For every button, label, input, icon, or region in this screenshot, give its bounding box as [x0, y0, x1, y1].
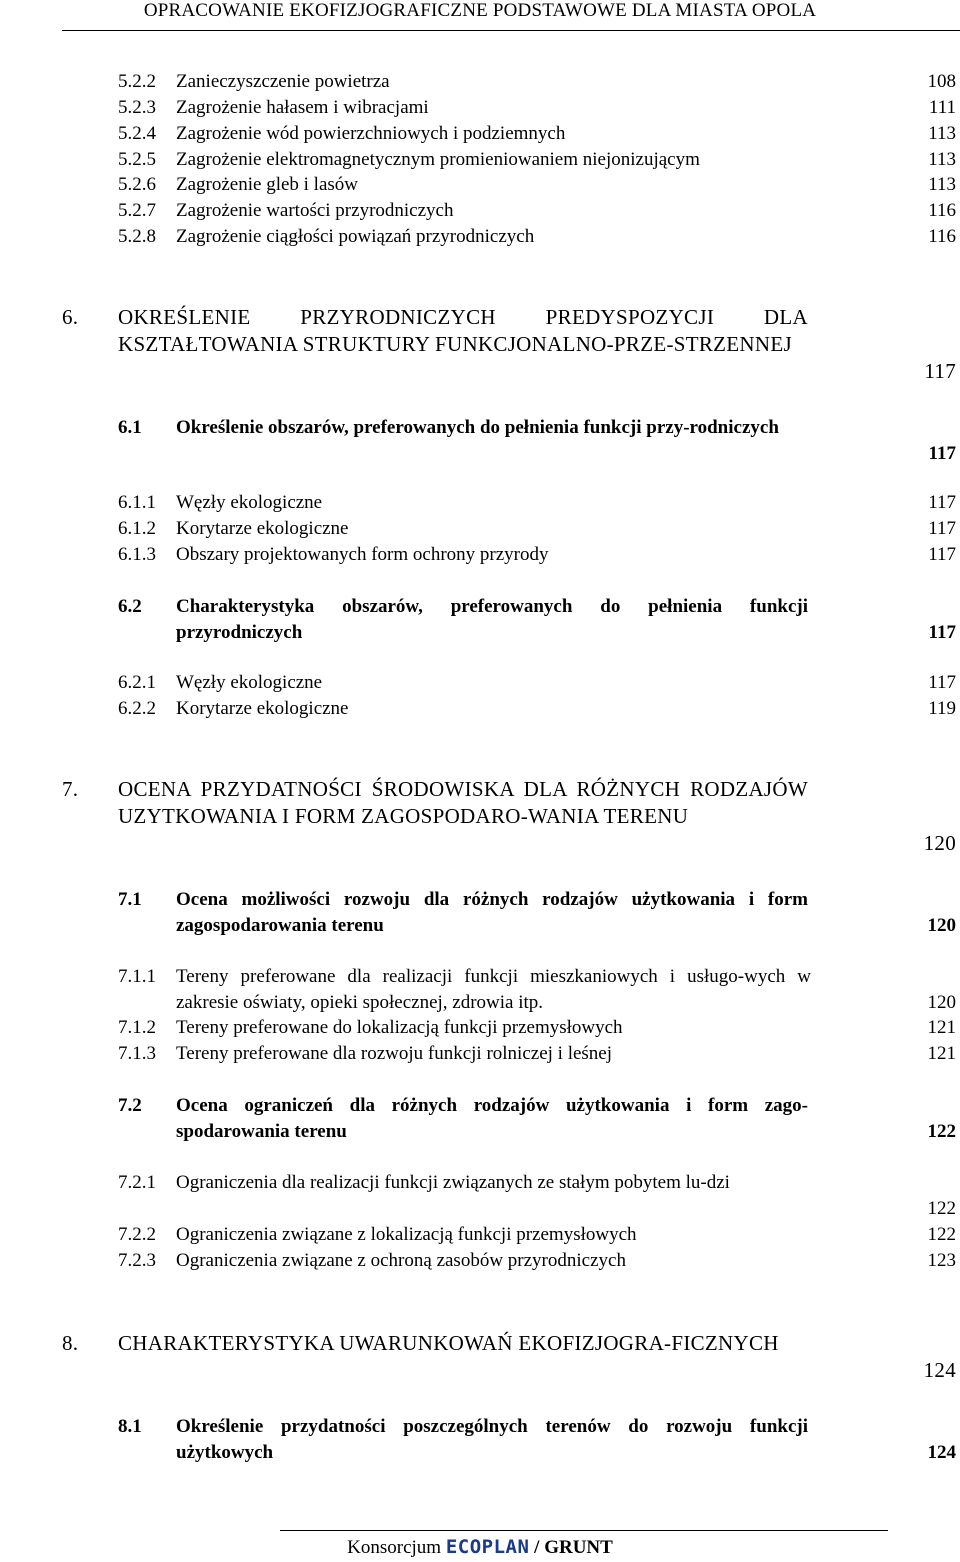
entry-page: 121	[927, 1043, 956, 1064]
entry-number: 7.2.2	[118, 1224, 156, 1245]
chapter-title: CHARAKTERYSTYKA UWARUNKOWAŃ EKOFIZJOGRA-FICZNYCH	[118, 1331, 779, 1355]
header-rule	[62, 30, 960, 31]
entry-number: 7.1.3	[118, 1043, 156, 1064]
entry-page: 122	[927, 1198, 956, 1219]
section-title: Określenie przydatności poszczególnych terenów do rozwoju funkcji użytkowych	[176, 1416, 808, 1463]
chapter-page: 124	[923, 1358, 956, 1382]
entry-number: 7.2.3	[118, 1250, 156, 1271]
entry-page: 117	[928, 544, 956, 565]
entry-page: 108	[927, 71, 956, 92]
entry-page: 116	[928, 200, 956, 221]
entry-page: 117	[928, 518, 956, 539]
entry-page: 117	[928, 492, 956, 513]
entry-number: 5.2.8	[118, 226, 156, 247]
footer-rule	[280, 1530, 888, 1531]
entry-number: 5.2.5	[118, 149, 156, 170]
section-number: 8.1	[118, 1416, 142, 1437]
entry-page: 121	[927, 1017, 956, 1038]
entry-number: 5.2.7	[118, 200, 156, 221]
entry-title: Tereny preferowane do lokalizacją funkcji przemysłowych	[176, 1017, 623, 1038]
entry-page: 111	[928, 97, 956, 118]
entry-number: 6.2.1	[118, 672, 156, 693]
entry-title: Zagrożenie elektromagnetycznym promieniowaniem niejonizującym	[176, 149, 700, 170]
entry-page: 120	[927, 992, 956, 1013]
entry-number: 6.2.2	[118, 698, 156, 719]
entry-title: Ograniczenia dla realizacji funkcji związanych ze stałym pobytem lu-dzi	[176, 1172, 730, 1193]
section-number: 7.1	[118, 889, 142, 910]
section-page: 120	[927, 915, 956, 936]
entry-title: Ograniczenia związane z ochroną zasobów przyrodniczych	[176, 1250, 626, 1271]
footer-brand: ECOPLAN	[445, 1536, 530, 1558]
section-number: 7.2	[118, 1095, 142, 1116]
entry-page: 116	[928, 226, 956, 247]
entry-number: 7.1.2	[118, 1017, 156, 1038]
chapter-number: 7.	[62, 777, 79, 801]
chapter-page: 120	[923, 831, 956, 855]
entry-title: Zanieczyszczenie powietrza	[176, 71, 390, 92]
section-title: Określenie obszarów, preferowanych do pełnienia funkcji przy-rodniczych	[176, 417, 779, 438]
section-page: 117	[928, 443, 956, 464]
entry-title: Węzły ekologiczne	[176, 672, 323, 693]
entry-title: Tereny preferowane dla rozwoju funkcji rolniczej i leśnej	[176, 1043, 613, 1064]
chapter-number: 8.	[62, 1331, 79, 1355]
section-page: 124	[927, 1442, 956, 1463]
section-title: Charakterystyka obszarów, preferowanych do pełnienia funkcji przyrodniczych	[176, 596, 808, 643]
chapter-page: 117	[924, 359, 956, 383]
entry-page: 113	[928, 123, 956, 144]
entry-page: 119	[928, 698, 956, 719]
entry-number: 5.2.4	[118, 123, 156, 144]
entry-title: Zagrożenie wartości przyrodniczych	[176, 200, 454, 221]
entry-title: Węzły ekologiczne	[176, 492, 323, 513]
section-number: 6.1	[118, 417, 142, 438]
entry-title: Zagrożenie gleb i lasów	[176, 174, 359, 195]
entry-page: 113	[928, 174, 956, 195]
section-title: Ocena ograniczeń dla różnych rodzajów użytkowania i form zago-spodarowania terenu	[176, 1095, 808, 1142]
section-page: 122	[927, 1121, 956, 1142]
running-header	[0, 0, 960, 34]
entry-title: Zagrożenie wód powierzchniowych i podziemnych	[176, 123, 566, 144]
entry-page: 113	[928, 149, 956, 170]
entry-title: Zagrożenie ciągłości powiązań przyrodniczych	[176, 226, 535, 247]
chapter-title: OCENA PRZYDATNOŚCI ŚRODOWISKA DLA RÓŻNYCH RODZAJÓW UZYTKOWANIA I FORM ZAGOSPODARO-WANIA TERENU	[118, 777, 808, 828]
entry-number: 5.2.3	[118, 97, 156, 118]
entry-page: 122	[927, 1224, 956, 1245]
entry-number: 6.1.3	[118, 544, 156, 565]
document-title: OPRACOWANIE EKOFIZJOGRAFICZNE PODSTAWOWE DLA MIASTA OPOLA	[143, 0, 817, 21]
footer-prefix: Konsorcjum	[347, 1537, 442, 1558]
entry-number: 5.2.2	[118, 71, 156, 92]
chapter-number: 6.	[62, 305, 79, 329]
entry-page: 117	[928, 672, 956, 693]
entry-number: 7.1.1	[118, 966, 156, 987]
chapter-title: OKREŚLENIE PRZYRODNICZYCH PREDYSPOZYCJI DLA KSZTAŁTOWANIA STRUKTURY FUNKCJONALNO-PRZE-STRZENNEJ	[118, 305, 808, 356]
section-title: Ocena możliwości rozwoju dla różnych rodzajów użytkowania i form zagospodarowania terenu	[176, 889, 808, 936]
section-number: 6.2	[118, 596, 142, 617]
entry-title: Zagrożenie hałasem i wibracjami	[176, 97, 429, 118]
section-page: 117	[928, 622, 956, 643]
entry-number: 7.2.1	[118, 1172, 156, 1193]
footer-suffix: / GRUNT	[534, 1537, 613, 1558]
entry-number: 6.1.1	[118, 492, 156, 513]
entry-title: Tereny preferowane dla realizacji funkcji mieszkaniowych i usługo-wych w zakresie oświaty, opieki społecznej, zdrowia itp.	[176, 966, 811, 1013]
entry-number: 6.1.2	[118, 518, 156, 539]
entry-title: Obszary projektowanych form ochrony przyrody	[176, 544, 549, 565]
entry-page: 123	[927, 1250, 956, 1271]
running-footer	[0, 1536, 960, 1559]
entry-number: 5.2.6	[118, 174, 156, 195]
entry-title: Korytarze ekologiczne	[176, 518, 349, 539]
entry-title: Korytarze ekologiczne	[176, 698, 349, 719]
entry-title: Ograniczenia związane z lokalizacją funkcji przemysłowych	[176, 1224, 637, 1245]
